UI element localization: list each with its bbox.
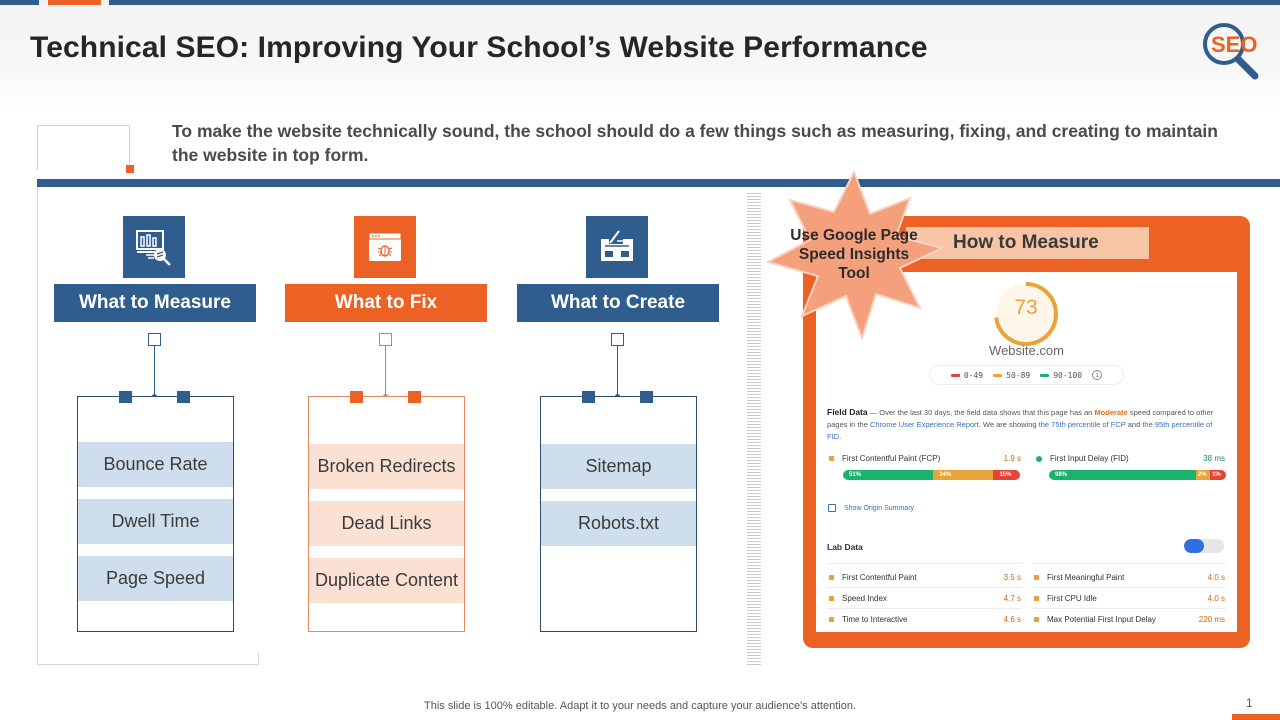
connector-node <box>379 333 392 346</box>
lab-metric: First CPU Idle 4.0 s <box>1034 594 1225 603</box>
card-clip <box>119 391 132 403</box>
page-number: 1 <box>1246 696 1253 710</box>
divider <box>1033 563 1226 564</box>
connector-line <box>617 346 618 396</box>
lab-metric: First Meaningful Paint 4.0 s <box>1034 573 1225 582</box>
browser-bug-icon <box>354 216 416 278</box>
list-item: Bounce Rate <box>78 442 233 487</box>
dotted-separator <box>747 193 761 665</box>
page-accent-bar <box>1232 714 1280 720</box>
list-item: Broken Redirects <box>309 444 464 489</box>
fid-distribution-bar: 98% 2% 1% <box>1049 470 1226 480</box>
form-edit-icon <box>586 216 648 278</box>
lab-data-title: Lab Data <box>827 542 863 552</box>
divider <box>827 563 1022 564</box>
intro-frame <box>37 125 130 170</box>
legend-item-average: 50-89 <box>993 371 1030 380</box>
list-item: Sitemap <box>541 444 696 489</box>
fid-percentile-link[interactable]: the 95th percentile of FID <box>827 420 1213 441</box>
card-clip <box>582 391 595 403</box>
good-marker-icon <box>1036 456 1042 462</box>
callout-text: Use Google Page Speed Insights Tool <box>790 227 918 282</box>
list-item: Duplicate Content <box>309 558 464 603</box>
column-header: What to Measure <box>54 284 256 322</box>
intro-accent-square <box>126 165 134 173</box>
card-clip <box>350 391 363 403</box>
top-accent-bar <box>109 0 1280 5</box>
score-legend <box>929 365 1124 385</box>
divider <box>1033 587 1226 588</box>
lab-metric: First Contentful Paint 3.5 s <box>829 573 1021 582</box>
connector-node <box>611 333 624 346</box>
svg-text:SEO: SEO <box>1211 32 1258 57</box>
field-data-description: Field Data — Over the last 30 days, the field data shows that this page has an Moderate speed compared to other pages in the Chrome User Experience Report. We are showing the 75th percentile of FCP and the 95th percentile of FID. <box>827 407 1214 441</box>
fcp-distribution-bar: 51% 34% 15% <box>843 470 1020 480</box>
fcp-percentile-link[interactable]: the 75th percentile of FCP <box>1038 420 1126 429</box>
list-item: Dead Links <box>309 501 464 546</box>
list-item: Dwell Time <box>78 499 233 544</box>
column-header: What to Create <box>517 284 719 322</box>
top-accent-bar <box>0 0 39 5</box>
page-title: Technical SEO: Improving Your School’s Website Performance <box>30 31 928 64</box>
legend-item-good: 90-100 <box>1040 371 1082 380</box>
checkbox-icon[interactable] <box>828 504 836 512</box>
site-name: Website.com <box>989 343 1064 358</box>
card-clip <box>177 391 190 403</box>
connector-node <box>148 333 161 346</box>
lab-metric: Max Potential First Input Delay 220 ms <box>1034 615 1225 624</box>
divider <box>1033 608 1226 609</box>
column-header: What to Fix <box>285 284 487 322</box>
field-metric-fcp: First Contentful Paint (FCP) 1.9 s <box>829 454 1021 463</box>
items-card <box>540 396 697 632</box>
items-card <box>77 396 234 632</box>
field-metric-fid: First Input Delay (FID) 38 ms <box>1036 454 1225 463</box>
monitor-analytics-icon <box>123 216 185 278</box>
divider <box>827 587 1022 588</box>
list-item: Robots.txt <box>541 501 696 546</box>
card-clip <box>640 391 653 403</box>
intro-text: To make the website technically sound, the school should do a few things such as measuring, fixing, and creating to maintain the website in top form. <box>172 121 1218 165</box>
section-divider <box>37 179 1280 187</box>
average-marker-icon <box>829 456 834 461</box>
list-item: Page Speed <box>78 556 233 601</box>
items-card <box>308 396 465 632</box>
seo-magnifier-logo-icon <box>1200 22 1264 80</box>
performance-score: 73 <box>1014 296 1038 319</box>
view-toggle[interactable] <box>1184 539 1224 553</box>
connector-line <box>154 346 155 396</box>
top-accent-bar <box>48 0 101 5</box>
legend-item-poor: 0-49 <box>951 371 983 380</box>
lab-metric: Speed Index 4.7 s <box>829 594 1021 603</box>
crux-report-link[interactable]: Chrome User Experience Report <box>869 420 979 429</box>
footer-note: This slide is 100% editable. Adapt it to your needs and capture your audience's attention. <box>424 700 856 712</box>
card-clip <box>408 391 421 403</box>
how-to-measure-title: How to Measure <box>906 227 1149 259</box>
info-icon[interactable]: i <box>1092 370 1102 380</box>
show-origin-summary-checkbox[interactable]: Show Origin Summary <box>828 504 914 512</box>
lab-metric: Time to Interactive 4.6 s <box>829 615 1021 624</box>
connector-line <box>385 346 386 396</box>
divider <box>827 608 1022 609</box>
